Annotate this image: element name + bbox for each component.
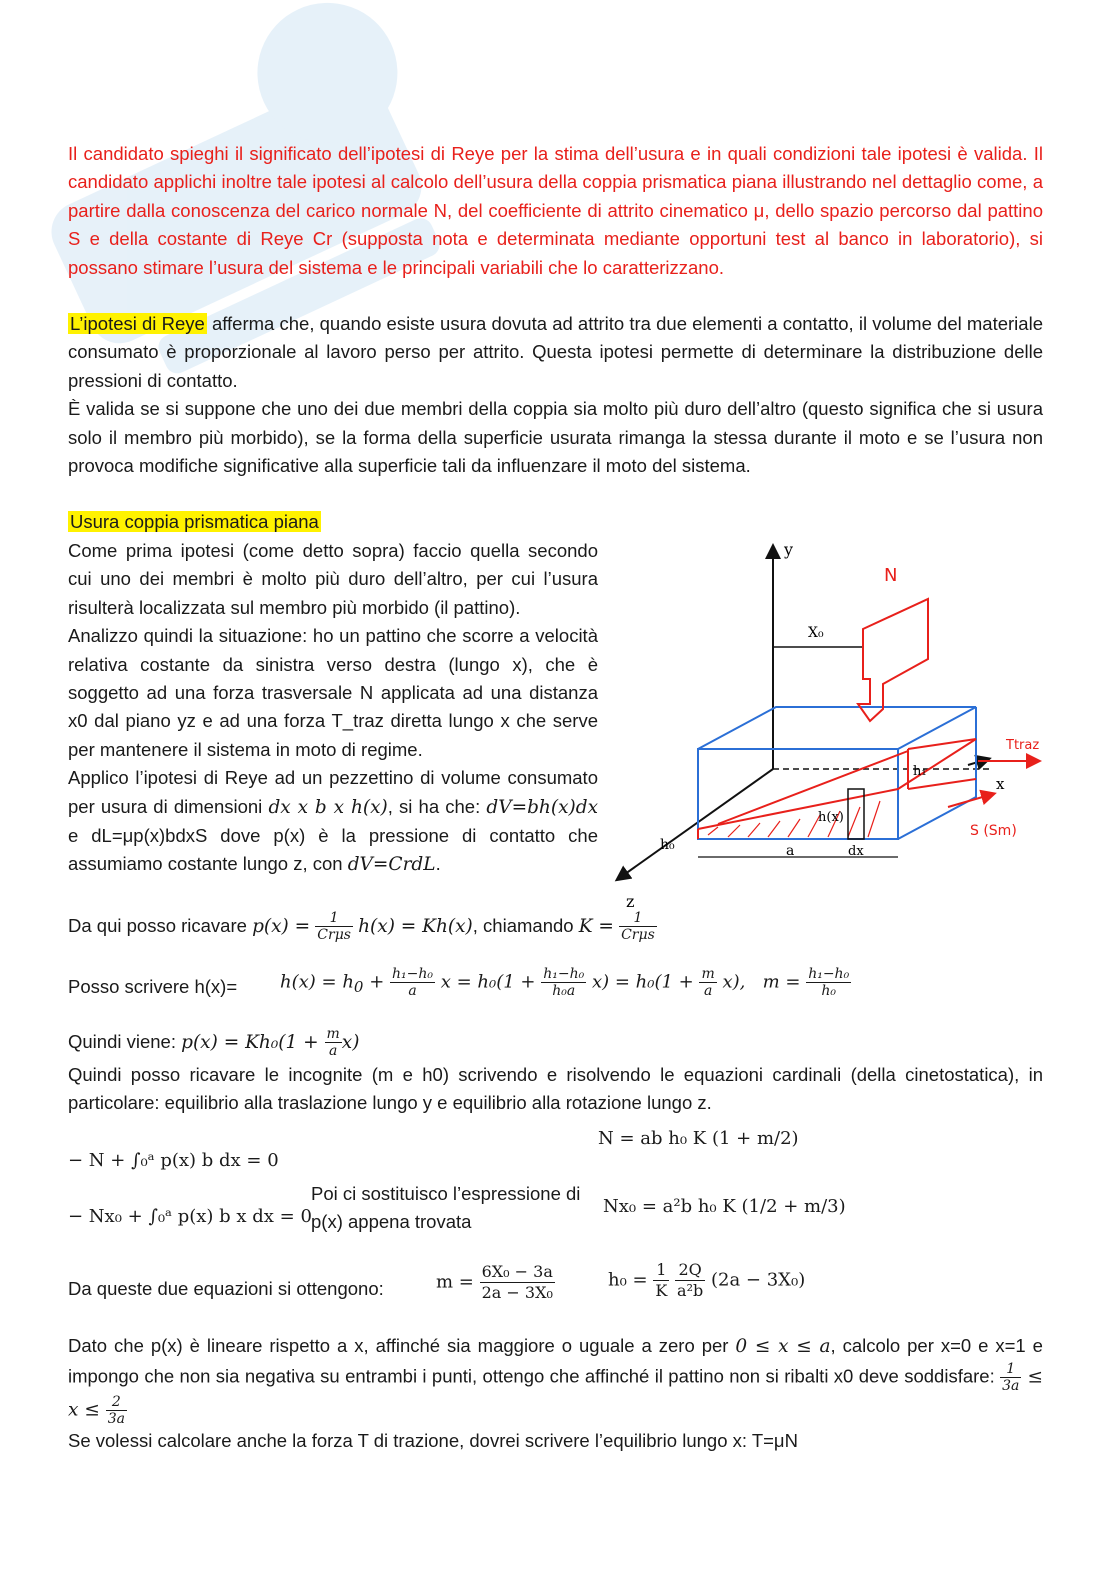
height-formula: $h(x) = h_0$ + $\frac{\text{h₁−h₀}}{a}$ x = h₀(1 + $\frac{\text{h₁−h₀}}{\text{h₀a}}$ x) = h₀(1 + $\frac{m}{a}$ x), m = $\frac{\text{h₁−h₀}}{\text{h₀}}$	[280, 965, 850, 999]
exam-question: Il candidato spieghi il significato dell’ipotesi di Reye per la stima dell’usura e in quali condizioni tale ipotesi è valida. Il candidato applichi inoltre tale ipotesi al calcolo dell’usura della coppia prismatica piana illustrando nel dettaglio come, a partire dalla conoscenza del carico normale N, del coefficiente di attrito cinematico μ, dello spazio percorso dal pattino S e della costante di Reye Cr (supposta nota e determinata mediante opportuni test al banco in laboratorio), si possano stimare l’usura del sistema e le principali variabili che lo caratterizzano.	[68, 143, 1043, 278]
z-axis	[618, 769, 773, 879]
cardinal-equations	[68, 1128, 1043, 1248]
reye-application-paragraph: Applico l’ipotesi di Reye ad un pezzettino di volume consumato per usura di dimensioni dx x b x h(x), si ha che: dV=bh(x)dx e dL=μp(x)bdxS dove p(x) è la pressione di contatto che assumiamo costante lungo z, con dV=CrdL.	[68, 767, 598, 876]
normal-force-arrow	[858, 599, 928, 721]
result-nx0: Nx₀ = a²b h₀ K (1/2 + m/3)	[603, 1195, 846, 1217]
situation-paragraph: Analizzo quindi la situazione: ho un pattino che scorre a velocità relativa costante da sinistra verso destra (lungo x), che è soggetto ad una forza trasversale N applicata ad una distanza x0 dal piano yz e ad una forza T_traz diretta lungo x che serve per mantenere il sistema in moto di regime.	[68, 625, 598, 760]
h1-label: h₁	[913, 763, 927, 779]
displacement-arrow	[948, 794, 993, 807]
h0-label: h₀	[660, 836, 675, 853]
height-label: Posso scrivere h(x)=	[68, 975, 238, 997]
document-page	[68, 140, 1043, 1456]
m-solution: m = $\frac{\text{6X₀ − 3a}}{\text{2a − 3X₀}}$	[436, 1261, 553, 1302]
x0-label: X₀	[808, 624, 824, 641]
pressure-final: Quindi viene: p(x) = Kh₀(1 + $\frac{m}{a}$ x)	[68, 1026, 360, 1060]
unknowns-paragraph: Quindi posso ricavare le incognite (m e h0) scrivendo e risolvendo le equazioni cardinali (della cinetostatica), in particolare: equilibrio alla traslazione lungo y e equilibrio alla rotazione lungo z.	[68, 1063, 1043, 1114]
reye-heading: L’ipotesi di Reye	[70, 313, 205, 335]
traction-label: Ttraz	[1006, 737, 1040, 753]
reye-validity: È valida se si suppone che uno dei due membri della coppia sia molto più duro dell’altro (questo significa che si usura solo il membro più morbido), se la forma della superficie usurata rimanga la stessa durante il moto e se l’usura non provoca modifiche significative alla superficie tali da influenzare il moto del sistema.	[68, 398, 1043, 477]
hypothesis-paragraph: Come prima ipotesi (come detto sopra) faccio quella secondo cui uno dei membri è molto più duro dell’altro, per cui l’usura risulterà localizzata sul membro più morbido (il pattino).	[68, 539, 598, 618]
slider-diagram	[608, 539, 1048, 909]
height-formula-row	[68, 960, 1043, 1018]
h0-solution: h₀ = $\frac{1}{K}$ $\frac{2Q}{\text{a²b}}$ (2a − 3X₀)	[608, 1259, 806, 1300]
linearity-paragraph: Dato che p(x) è lineare rispetto a x, affinché sia maggiore o uguale a zero per 0 ≤ x ≤ a, calcolo per x=0 e x=1 e impongo che non sia negativa su entrambi i punti, ottengo che affinché il pattino non si ribalti x0 deve soddisfare: $\frac{1}{3a}$ ≤ x ≤ $\frac{2}{3a}$	[68, 1334, 1043, 1428]
y-axis-label: y	[784, 539, 794, 559]
displacement-label: S (Sm)	[970, 822, 1017, 839]
traction-paragraph: Se volessi calcolare anche la forza T di trazione, dovrei scrivere l’equilibrio lungo x: T=μN	[68, 1430, 798, 1452]
result-n: N = ab h₀ K (1 + m/2)	[598, 1127, 799, 1149]
section-heading: Usura coppia prismatica piana	[70, 511, 319, 533]
equilibrium-y: − N + ∫₀ᵃ p(x) b dx = 0	[68, 1149, 279, 1171]
reye-text: afferma che, quando esiste usura dovuta ad attrito tra due elementi a contatto, il volume del materiale consumato è proporzionale al lavoro perso per attrito. Questa ipotesi permette di determinare la distribuzione delle pressioni di contatto.	[68, 313, 1043, 391]
pressure-derivation: Da qui posso ricavare p(x) = $\frac{1}{\text{Crμs}}$ h(x) = Kh(x), chiamando K = $\frac{1}{\text{Crμs}}$	[68, 910, 655, 944]
substitute-note: Poi ci sostituisco l’espressione di p(x) appena trovata	[311, 1182, 581, 1232]
dx-label: dx	[848, 843, 864, 859]
solution-row	[68, 1256, 1043, 1318]
equilibrium-rotation: − Nx₀ + ∫₀ᵃ p(x) b x dx = 0	[68, 1205, 312, 1227]
n-force-label: N	[884, 564, 898, 586]
x-axis-label: x	[996, 774, 1005, 793]
solution-label: Da queste due equazioni si ottengono:	[68, 1277, 384, 1299]
z-axis-label: z	[626, 891, 635, 909]
reye-paragraph	[68, 310, 1043, 395]
a-label: a	[786, 842, 795, 859]
section-body	[68, 537, 1043, 917]
hx-label: h(x)	[818, 809, 844, 825]
